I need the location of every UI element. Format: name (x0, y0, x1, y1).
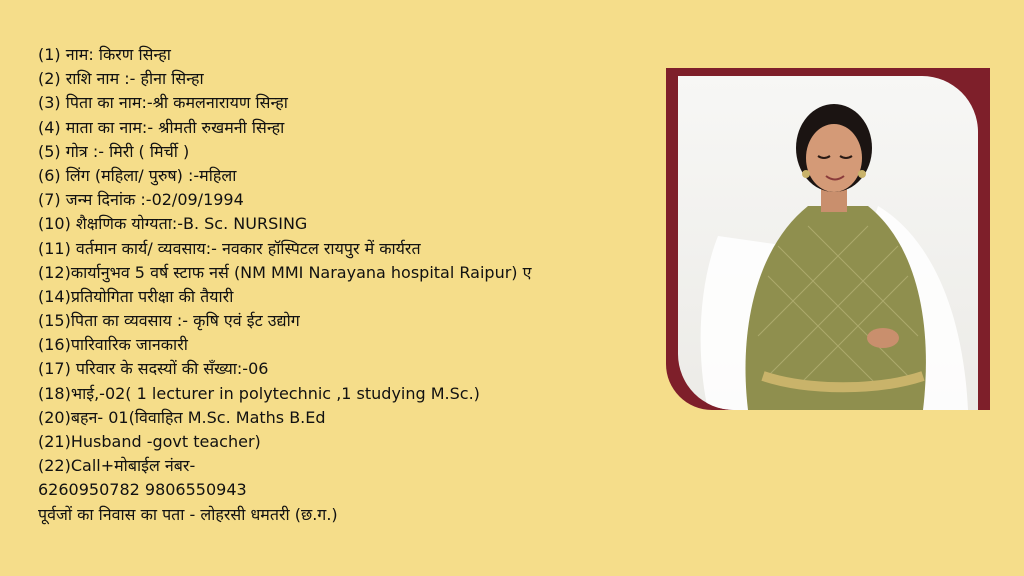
profile-line-gotra: (5) गोत्र :- मिरी ( मिर्ची ) (38, 141, 190, 161)
profile-details-list (38, 43, 664, 527)
profile-line-father-name: (3) पिता का नाम:-श्री कमलनारायण सिन्हा (38, 93, 288, 113)
profile-line-current-work: (11) वर्तमान कार्य/ व्यवसाय:- नवकार हॉस्पिटल रायपुर में कार्यरत (38, 238, 421, 258)
profile-line-father-occupation: (15)पिता का व्यवसाय :- कृषि एवं ईट उद्योग (38, 311, 300, 331)
profile-line-family-members: (17) परिवार के सदस्यों की सँख्या:-06 (38, 359, 269, 379)
profile-line-mobile-label: (22)Call+मोबाईल नंबर- (38, 456, 196, 476)
portrait-illustration (678, 76, 978, 410)
profile-line-sister: (20)बहन- 01(विवाहित M.Sc. Maths B.Ed (38, 407, 326, 427)
profile-photo (678, 76, 978, 410)
profile-line-mother-name: (4) माता का नाम:- श्रीमती रुखमनी सिन्हा (38, 117, 285, 137)
face (806, 124, 862, 192)
profile-line-brothers: (18)भाई,-02( 1 lecturer in polytechnic ,1 studying M.Sc.) (38, 383, 480, 403)
profile-line-mobile-numbers: 6260950782 9806550943 (38, 480, 247, 500)
profile-line-competitive-exam: (14)प्रतियोगिता परीक्षा की तैयारी (38, 286, 234, 306)
profile-line-experience: (12)कार्यानुभव 5 वर्ष स्टाफ नर्स (NM MMI Narayana hospital Raipur) ए (38, 262, 532, 282)
profile-line-birth-date: (7) जन्म दिनांक :-02/09/1994 (38, 190, 244, 210)
earring-right (858, 170, 866, 178)
profile-line-family-info: (16)पारिवारिक जानकारी (38, 335, 188, 355)
profile-line-husband: (21)Husband -govt teacher) (38, 432, 261, 451)
profile-line-ancestral-address: पूर्वजों का निवास का पता - लोहरसी धमतरी (छ.ग.) (38, 504, 338, 524)
photo-frame (666, 68, 990, 410)
profile-line-rashi-name: (2) राशि नाम :- हीना सिन्हा (38, 69, 204, 89)
hands (867, 328, 899, 348)
profile-line-education: (10) शैक्षणिक योग्यता:-B. Sc. NURSING (38, 214, 308, 234)
profile-line-gender: (6) लिंग (महिला/ पुरुष) :-महिला (38, 165, 237, 185)
profile-line-name: (1) नाम: किरण सिन्हा (38, 45, 171, 64)
earring-left (802, 170, 810, 178)
